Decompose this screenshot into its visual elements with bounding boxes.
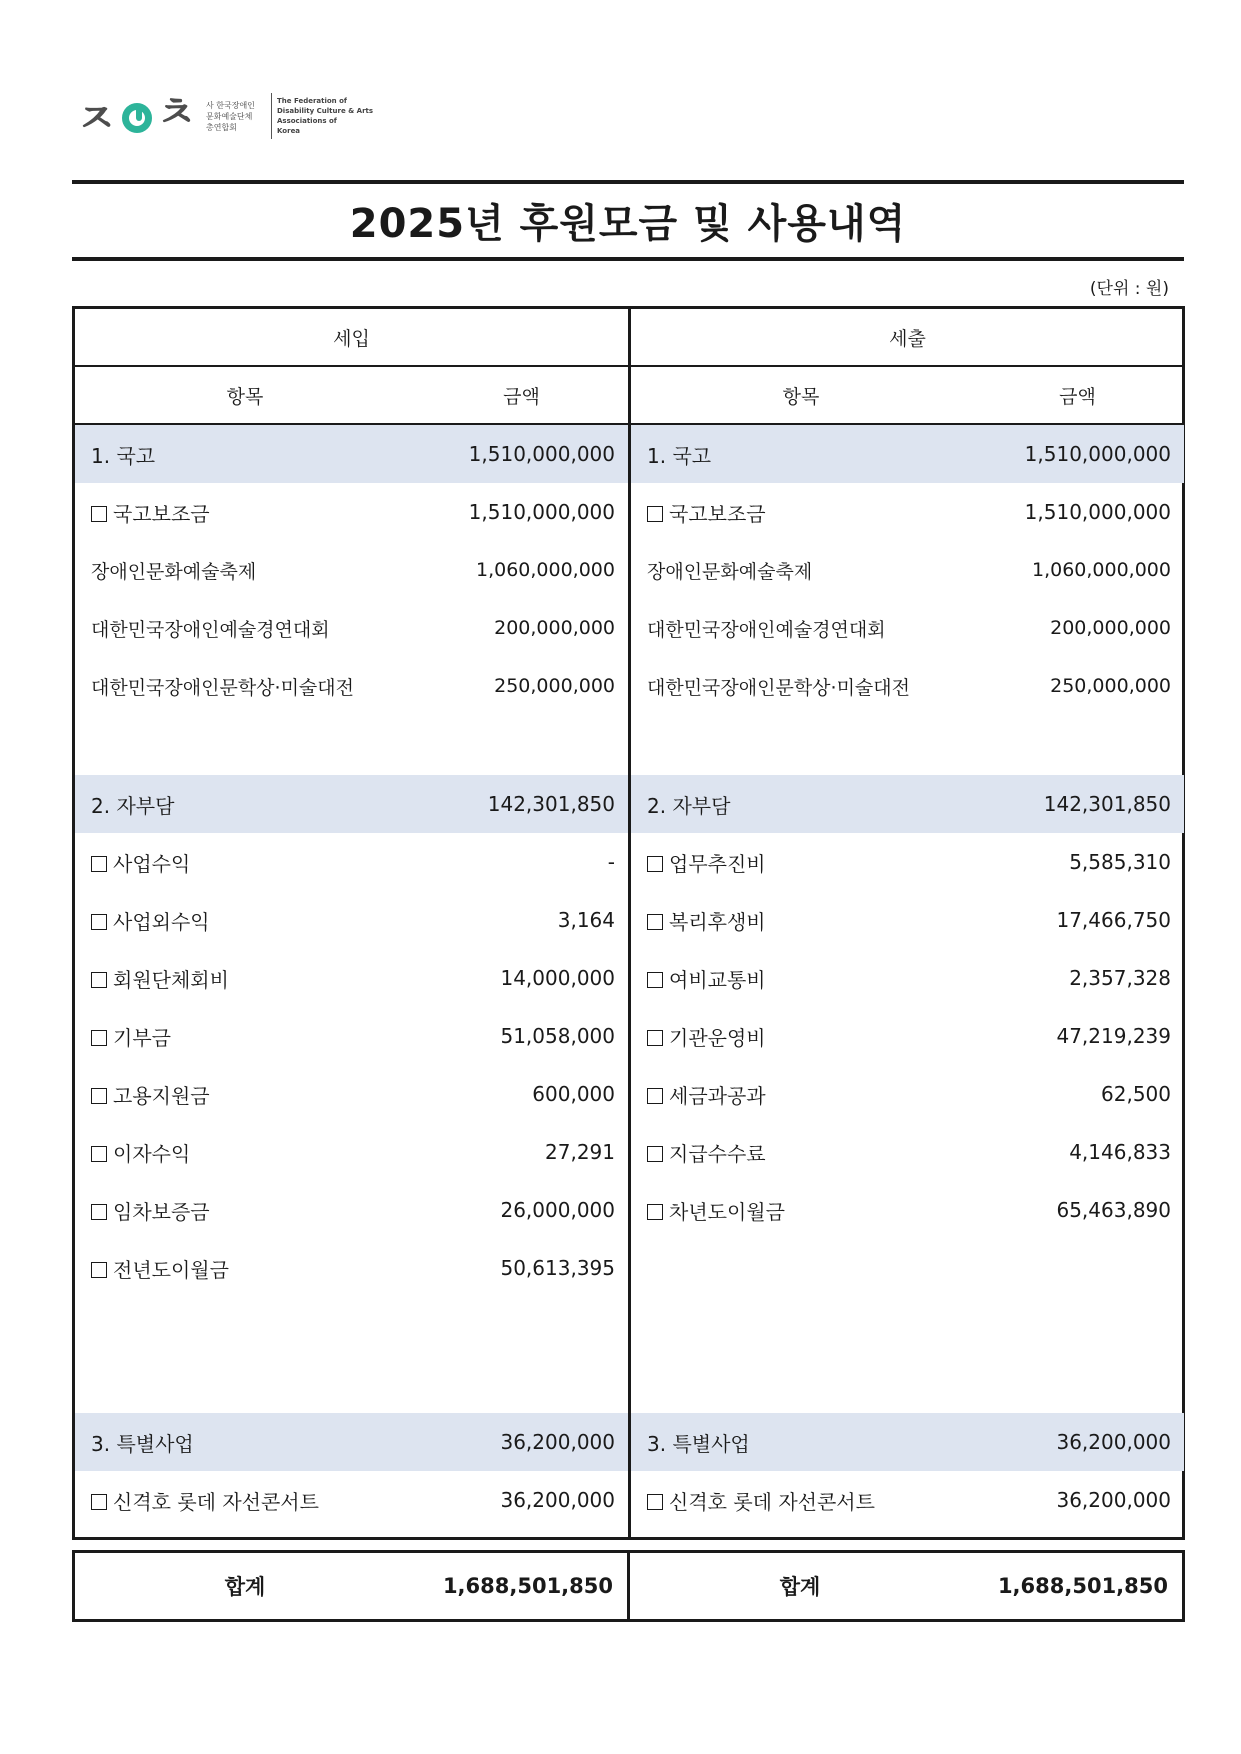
income-item-row [75, 891, 628, 949]
logo-letter-j: ㅈ [76, 94, 117, 143]
income-item-amount: 26,000,000 [500, 1198, 615, 1222]
income-item-label: 대한민국장애인예술경연대회 [91, 618, 330, 641]
income-header: 세입 [333, 327, 370, 350]
income-section-row [75, 775, 628, 833]
expense-item-amount: 200,000,000 [1050, 617, 1171, 639]
income-item-row [75, 483, 628, 541]
income-item-row [75, 1181, 628, 1239]
logo-letter-ch: ㅊ [156, 88, 197, 137]
expense-total-amount: 1,688,501,850 [997, 1574, 1168, 1598]
unit-note: (단위 : 원) [1089, 279, 1169, 299]
income-item-row [75, 657, 628, 715]
expense-item-header: 항목 [782, 385, 820, 408]
income-item-label: 국고보조금 [91, 498, 469, 527]
income-item-label: 3. 특별사업 [91, 1431, 194, 1456]
income-item-label: 사업외수익 [91, 906, 558, 935]
income-item-label: 2. 자부담 [91, 793, 175, 818]
expense-section-row [631, 425, 1184, 483]
expense-item-amount: 142,301,850 [1043, 792, 1171, 816]
income-item-row [75, 1471, 628, 1529]
totals-table [72, 1550, 1185, 1622]
expense-item-amount: 36,200,000 [1056, 1430, 1171, 1454]
expense-item-label: 기관운영비 [647, 1022, 1056, 1051]
expense-item-label: 대한민국장애인예술경연대회 [647, 618, 886, 641]
expense-amount-header: 금액 [1059, 385, 1096, 408]
expense-item-row [631, 949, 1184, 1007]
title-bottom-rule [72, 257, 1184, 261]
income-item-amount: 36,200,000 [500, 1488, 615, 1512]
expense-item-label: 업무추진비 [647, 848, 1069, 877]
expense-item-amount: 1,510,000,000 [1024, 500, 1171, 524]
income-item-label: 임차보증금 [91, 1196, 500, 1225]
expense-item-row [631, 599, 1184, 657]
income-column-headers [75, 367, 628, 423]
income-item-amount: 3,164 [557, 908, 615, 932]
expense-item-row [631, 1123, 1184, 1181]
income-item-amount: 200,000,000 [494, 617, 615, 639]
income-item-header: 항목 [226, 385, 264, 408]
income-item-row [75, 1123, 628, 1181]
expense-item-label: 차년도이월금 [647, 1196, 1056, 1225]
income-item-amount: 51,058,000 [500, 1024, 615, 1048]
expense-item-amount: 65,463,890 [1056, 1198, 1171, 1222]
expense-item-label: 복리후생비 [647, 906, 1056, 935]
income-item-amount: 142,301,850 [487, 792, 615, 816]
expense-item-label: 3. 특별사업 [647, 1431, 750, 1456]
income-item-label: 1. 국고 [91, 443, 156, 468]
budget-table [72, 306, 1185, 1540]
income-total-cell [75, 1553, 627, 1619]
expense-item-label: 장애인문화예술축제 [647, 560, 813, 583]
income-item-amount: 1,510,000,000 [468, 442, 615, 466]
income-item-label: 이자수익 [91, 1138, 545, 1167]
income-item-amount: 250,000,000 [494, 675, 615, 697]
expense-item-amount: 250,000,000 [1050, 675, 1171, 697]
expense-item-amount: 1,510,000,000 [1024, 442, 1171, 466]
income-item-label: 장애인문화예술축제 [91, 560, 257, 583]
income-item-row [75, 1065, 628, 1123]
income-item-amount: 1,510,000,000 [468, 500, 615, 524]
expense-item-amount: 1,060,000,000 [1031, 559, 1171, 581]
income-item-label: 기부금 [91, 1022, 500, 1051]
expense-item-label: 대한민국장애인문학상·미술대전 [647, 676, 910, 699]
income-item-amount: 14,000,000 [500, 966, 615, 990]
income-amount-header: 금액 [503, 385, 540, 408]
income-item-label: 대한민국장애인문학상·미술대전 [91, 676, 354, 699]
income-item-row [75, 949, 628, 1007]
expense-total-cell [630, 1553, 1182, 1619]
expense-item-row [631, 891, 1184, 949]
income-item-row [75, 1239, 628, 1297]
expense-column [631, 309, 1184, 1537]
logo-korean-name: 사 한국장애인 문화예술단체 총연합회 [206, 100, 255, 132]
expense-item-amount: 4,146,833 [1069, 1140, 1171, 1164]
expense-item-label: 지급수수료 [647, 1138, 1069, 1167]
expense-item-row [631, 833, 1184, 891]
income-item-amount: 27,291 [545, 1140, 615, 1164]
income-item-label: 전년도이월금 [91, 1254, 500, 1283]
income-item-row [75, 833, 628, 891]
expense-item-amount: 2,357,328 [1069, 966, 1171, 990]
expense-item-label: 신격호 롯데 자선콘서트 [647, 1486, 1056, 1515]
expense-item-row [631, 1181, 1184, 1239]
income-section-row [75, 425, 628, 483]
expense-item-label: 1. 국고 [647, 443, 712, 468]
expense-item-label: 국고보조금 [647, 498, 1025, 527]
expense-column-headers [631, 367, 1184, 423]
title-top-rule [72, 180, 1184, 184]
income-item-amount: 1,060,000,000 [475, 559, 615, 581]
income-item-row [75, 1007, 628, 1065]
logo-mark [76, 88, 197, 144]
logo-divider [271, 93, 272, 139]
logo-english-name: The Federation of Disability Culture & Arts Associations of Korea [277, 97, 374, 135]
expense-section-row [631, 1413, 1184, 1471]
income-item-amount: 36,200,000 [500, 1430, 615, 1454]
income-total-label: 합계 [224, 1575, 266, 1599]
income-item-amount: 600,000 [532, 1082, 615, 1106]
expense-item-amount: 5,585,310 [1069, 850, 1171, 874]
income-column [75, 309, 628, 1537]
organization-logo [76, 88, 377, 144]
expense-total-label: 합계 [779, 1575, 821, 1599]
expense-item-row [631, 1065, 1184, 1123]
logo-circle-icon [122, 103, 152, 133]
expense-header: 세출 [889, 327, 926, 350]
income-section-row [75, 1413, 628, 1471]
expense-item-label: 여비교통비 [647, 964, 1069, 993]
expense-item-label: 세금과공과 [647, 1080, 1101, 1109]
income-item-label: 신격호 롯데 자선콘서트 [91, 1486, 500, 1515]
expense-item-row [631, 1007, 1184, 1065]
expense-section-row [631, 775, 1184, 833]
expense-item-row [631, 1471, 1184, 1529]
income-item-row [75, 541, 628, 599]
income-item-label: 회원단체회비 [91, 964, 500, 993]
income-item-row [75, 599, 628, 657]
income-item-label: 사업수익 [91, 848, 608, 877]
income-item-amount: 50,613,395 [500, 1256, 615, 1280]
expense-item-row [631, 541, 1184, 599]
income-item-amount: - [607, 850, 615, 874]
expense-item-amount: 47,219,239 [1056, 1024, 1171, 1048]
income-total-amount: 1,688,501,850 [442, 1574, 613, 1598]
expense-item-row [631, 657, 1184, 715]
expense-item-amount: 36,200,000 [1056, 1488, 1171, 1512]
income-item-label: 고용지원금 [91, 1080, 532, 1109]
expense-item-amount: 62,500 [1101, 1082, 1171, 1106]
expense-item-label: 2. 자부담 [647, 793, 731, 818]
expense-item-amount: 17,466,750 [1056, 908, 1171, 932]
page-title: 2025년 후원모금 및 사용내역 [349, 200, 907, 247]
expense-item-row [631, 483, 1184, 541]
